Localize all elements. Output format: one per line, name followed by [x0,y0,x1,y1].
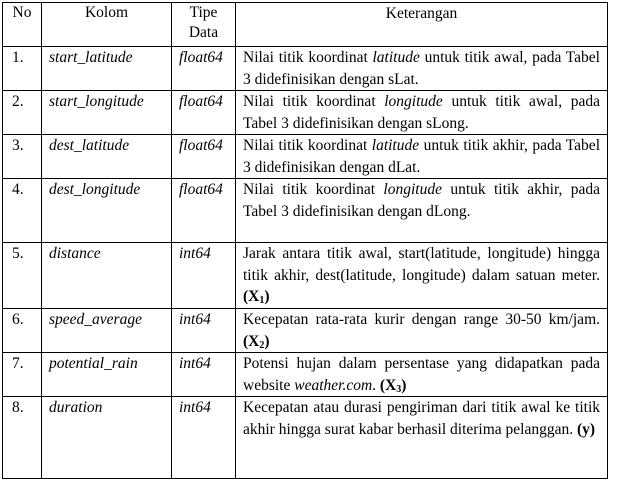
row-tipe: float64 [172,47,236,91]
row-kolom: duration [42,397,172,479]
row-keterangan: Nilai titik koordinat latitude untuk titik awal, pada Tabel 3 didefinisikan dengan sLat. [236,47,608,91]
row-kolom: distance [42,243,172,309]
row-tipe: int64 [172,397,236,479]
header-kolom: Kolom [42,3,172,47]
row-keterangan: Nilai titik koordinat longitude untuk titik akhir, pada Tabel 3 didefinisikan dengan dLong. [236,179,608,243]
row-tipe: float64 [172,135,236,179]
row-no: 3. [3,135,42,179]
row-keterangan: Jarak antara titik awal, start(latitude, longitude) hingga titik akhir, dest(latitude, longitude) dalam satuan meter. $(X_1)$ [236,243,608,309]
row-no: 6. [3,309,42,353]
row-tipe: int64 [172,309,236,353]
row-keterangan: Potensi hujan dalam persentase yang didapatkan pada website weather.com. $(X_3)$ [236,353,608,397]
row-keterangan: Nilai titik koordinat latitude untuk titik akhir, pada Tabel 3 didefinisikan dengan dLat. [236,135,608,179]
header-tipe: Tipe [189,4,218,21]
row-keterangan: Kecepatan rata-rata kurir dengan range 30-50 km/jam. $(X_2)$ [236,309,608,353]
row-no: 8. [3,397,42,479]
table-row [3,397,608,479]
header-tipe-data [172,3,236,47]
row-no: 1. [3,47,42,91]
table-row [3,135,608,179]
header-no: No [3,3,42,47]
row-kolom: start_latitude [42,47,172,91]
row-kolom: speed_average [42,309,172,353]
table-row [3,91,608,135]
row-tipe: int64 [172,353,236,397]
table-row [3,309,608,353]
row-no: 4. [3,179,42,243]
table-row [3,179,608,243]
table-row [3,47,608,91]
table-row [3,243,608,309]
row-tipe: float64 [172,179,236,243]
row-tipe: float64 [172,91,236,135]
row-kolom: start_longitude [42,91,172,135]
variable-table [2,2,608,479]
table-header-row [3,3,608,47]
row-no: 2. [3,91,42,135]
header-data: Data [188,24,219,41]
row-keterangan: Kecepatan atau durasi pengiriman dari titik awal ke titik akhir hingga surat kabar berhasil diterima pelanggan. (y) [236,397,608,479]
row-tipe: int64 [172,243,236,309]
row-kolom: potential_rain [42,353,172,397]
header-keterangan: Keterangan [236,3,608,47]
table-row [3,353,608,397]
row-kolom: dest_latitude [42,135,172,179]
row-keterangan: Nilai titik koordinat longitude untuk titik awal, pada Tabel 3 didefinisikan dengan sLong. [236,91,608,135]
row-no: 7. [3,353,42,397]
row-no: 5. [3,243,42,309]
row-kolom: dest_longitude [42,179,172,243]
